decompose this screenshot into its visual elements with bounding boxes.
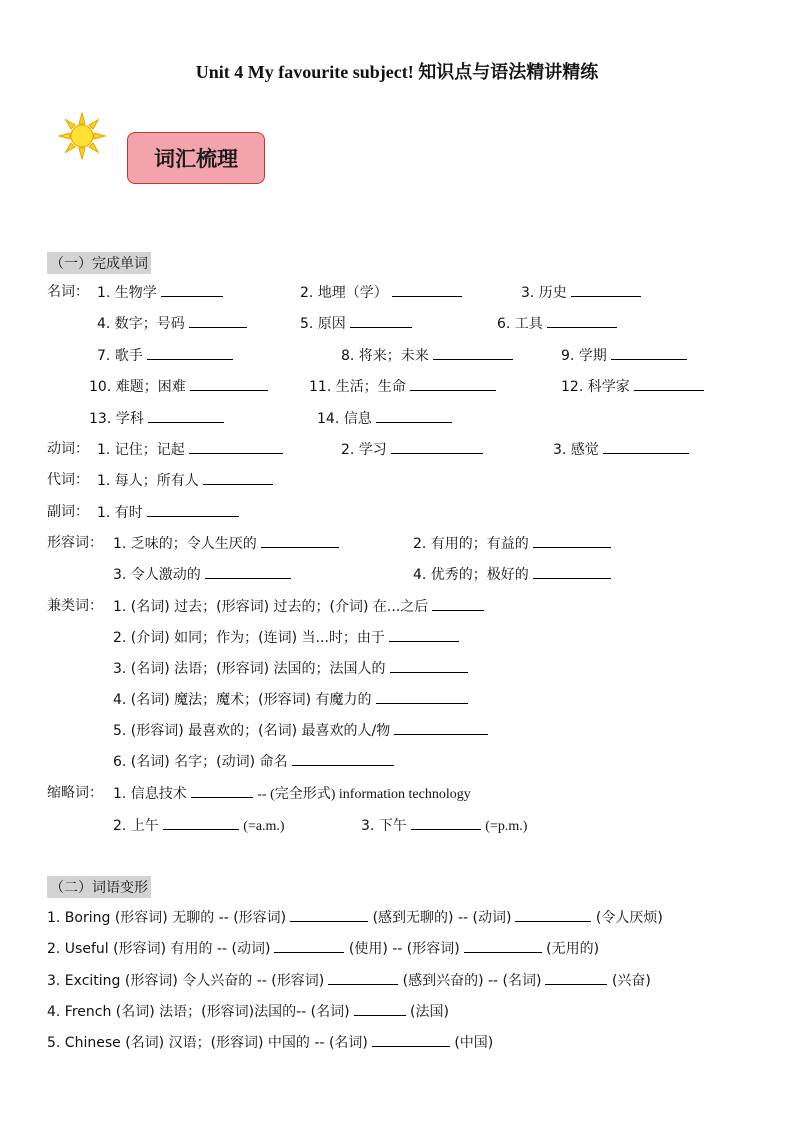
abbr-item: 2. 上午 (=a.m.) [113,815,285,837]
answer-blank[interactable] [603,439,689,454]
noun-item: 12. 科学家 [561,376,704,397]
verb-item: 1. 记住；记起 [97,439,283,460]
noun-item: 7. 歌手 [97,345,233,366]
answer-blank[interactable] [390,658,468,673]
section-complete-words: （一）完成单词 [47,252,151,274]
answer-blank[interactable] [545,970,607,985]
noun-item: 2. 地理（学） [300,282,462,303]
answer-blank[interactable] [611,345,687,360]
adjective-item: 4. 优秀的；极好的 [413,564,611,585]
noun-item: 4. 数字；号码 [97,313,247,334]
answer-blank[interactable] [392,282,462,297]
answer-blank[interactable] [394,720,488,735]
answer-blank[interactable] [190,376,268,391]
verbs-label: 动词： [47,441,89,457]
noun-item: 13. 学科 [89,408,224,429]
answer-blank[interactable] [391,439,483,454]
answer-blank[interactable] [410,376,496,391]
multiclass-item: 6. (名词) 名字；(动词) 命名 [113,751,394,772]
sun-icon [58,112,106,160]
answer-blank[interactable] [432,596,484,611]
noun-item: 3. 历史 [521,282,641,303]
adjective-item: 3. 令人激动的 [113,564,291,585]
adverbs-label: 副词： [47,504,89,520]
multiclass-item: 4. (名词) 魔法；魔术；(形容词) 有魔力的 [113,689,468,710]
noun-item: 9. 学期 [561,345,687,366]
answer-blank[interactable] [376,689,468,704]
answer-blank[interactable] [191,783,253,798]
answer-blank[interactable] [274,938,344,953]
vocab-badge: 词汇梳理 [127,132,265,184]
noun-item: 8. 将来；未来 [341,345,513,366]
page-title: Unit 4 My favourite subject! 知识点与语法精讲精练 [195,62,599,82]
answer-blank[interactable] [203,470,273,485]
answer-blank[interactable] [148,408,224,423]
form-item: 2. Useful (形容词) 有用的 -- (动词) (使用) -- (形容词) (无用的) [47,938,599,959]
answer-blank[interactable] [411,815,481,830]
answer-blank[interactable] [433,345,513,360]
abbr-item: 3. 下午 (=p.m.) [361,815,527,837]
pronouns-label: 代词： [47,472,89,488]
answer-blank[interactable] [290,907,368,922]
multiclass-label: 兼类词： [47,598,103,614]
adjective-item: 2. 有用的；有益的 [413,533,611,554]
abbr-label: 缩略词： [47,785,103,801]
answer-blank[interactable] [189,313,247,328]
answer-blank[interactable] [189,439,283,454]
form-item: 1. Boring (形容词) 无聊的 -- (形容词) (感到无聊的) -- (动词) (令人厌烦) [47,907,663,928]
answer-blank[interactable] [376,408,452,423]
section-word-forms: （二）词语变形 [47,876,151,898]
multiclass-item: 3. (名词) 法语；(形容词) 法国的；法国人的 [113,658,468,679]
answer-blank[interactable] [163,815,239,830]
answer-blank[interactable] [261,533,339,548]
noun-item: 14. 信息 [317,408,452,429]
answer-blank[interactable] [354,1001,406,1016]
answer-blank[interactable] [389,627,459,642]
answer-blank[interactable] [372,1032,450,1047]
adjectives-label: 形容词： [47,535,103,551]
answer-blank[interactable] [147,502,239,517]
form-item: 5. Chinese (名词) 汉语；(形容词) 中国的 -- (名词) (中国) [47,1032,493,1053]
answer-blank[interactable] [205,564,291,579]
verb-item: 3. 感觉 [553,439,689,460]
noun-item: 6. 工具 [497,313,617,334]
answer-blank[interactable] [161,282,223,297]
answer-blank[interactable] [292,751,394,766]
answer-blank[interactable] [328,970,398,985]
abbr-item: 1. 信息技术 -- (完全形式) information technology [113,783,471,805]
noun-item: 10. 难题；困难 [89,376,268,397]
verb-item: 2. 学习 [341,439,483,460]
adjective-item: 1. 乏味的；令人生厌的 [113,533,339,554]
answer-blank[interactable] [515,907,591,922]
adverb-item: 1. 有时 [97,502,239,523]
pronoun-item: 1. 每人；所有人 [97,470,273,491]
multiclass-item: 1. (名词) 过去；(形容词) 过去的；(介词) 在...之后 [113,596,484,617]
answer-blank[interactable] [533,564,611,579]
form-item: 3. Exciting (形容词) 令人兴奋的 -- (形容词) (感到兴奋的) -- (名词) (兴奋) [47,970,651,991]
noun-item: 11. 生活；生命 [309,376,496,397]
answer-blank[interactable] [350,313,412,328]
multiclass-item: 2. (介词) 如同；作为；(连词) 当...时；由于 [113,627,459,648]
answer-blank[interactable] [147,345,233,360]
answer-blank[interactable] [533,533,611,548]
answer-blank[interactable] [571,282,641,297]
answer-blank[interactable] [547,313,617,328]
multiclass-item: 5. (形容词) 最喜欢的；(名词) 最喜欢的人/物 [113,720,488,741]
form-item: 4. French (名词) 法语；(形容词)法国的-- (名词) (法国) [47,1001,449,1022]
noun-item: 1. 生物学 [97,282,223,303]
nouns-label: 名词： [47,284,89,300]
noun-item: 5. 原因 [300,313,412,334]
answer-blank[interactable] [464,938,542,953]
answer-blank[interactable] [634,376,704,391]
